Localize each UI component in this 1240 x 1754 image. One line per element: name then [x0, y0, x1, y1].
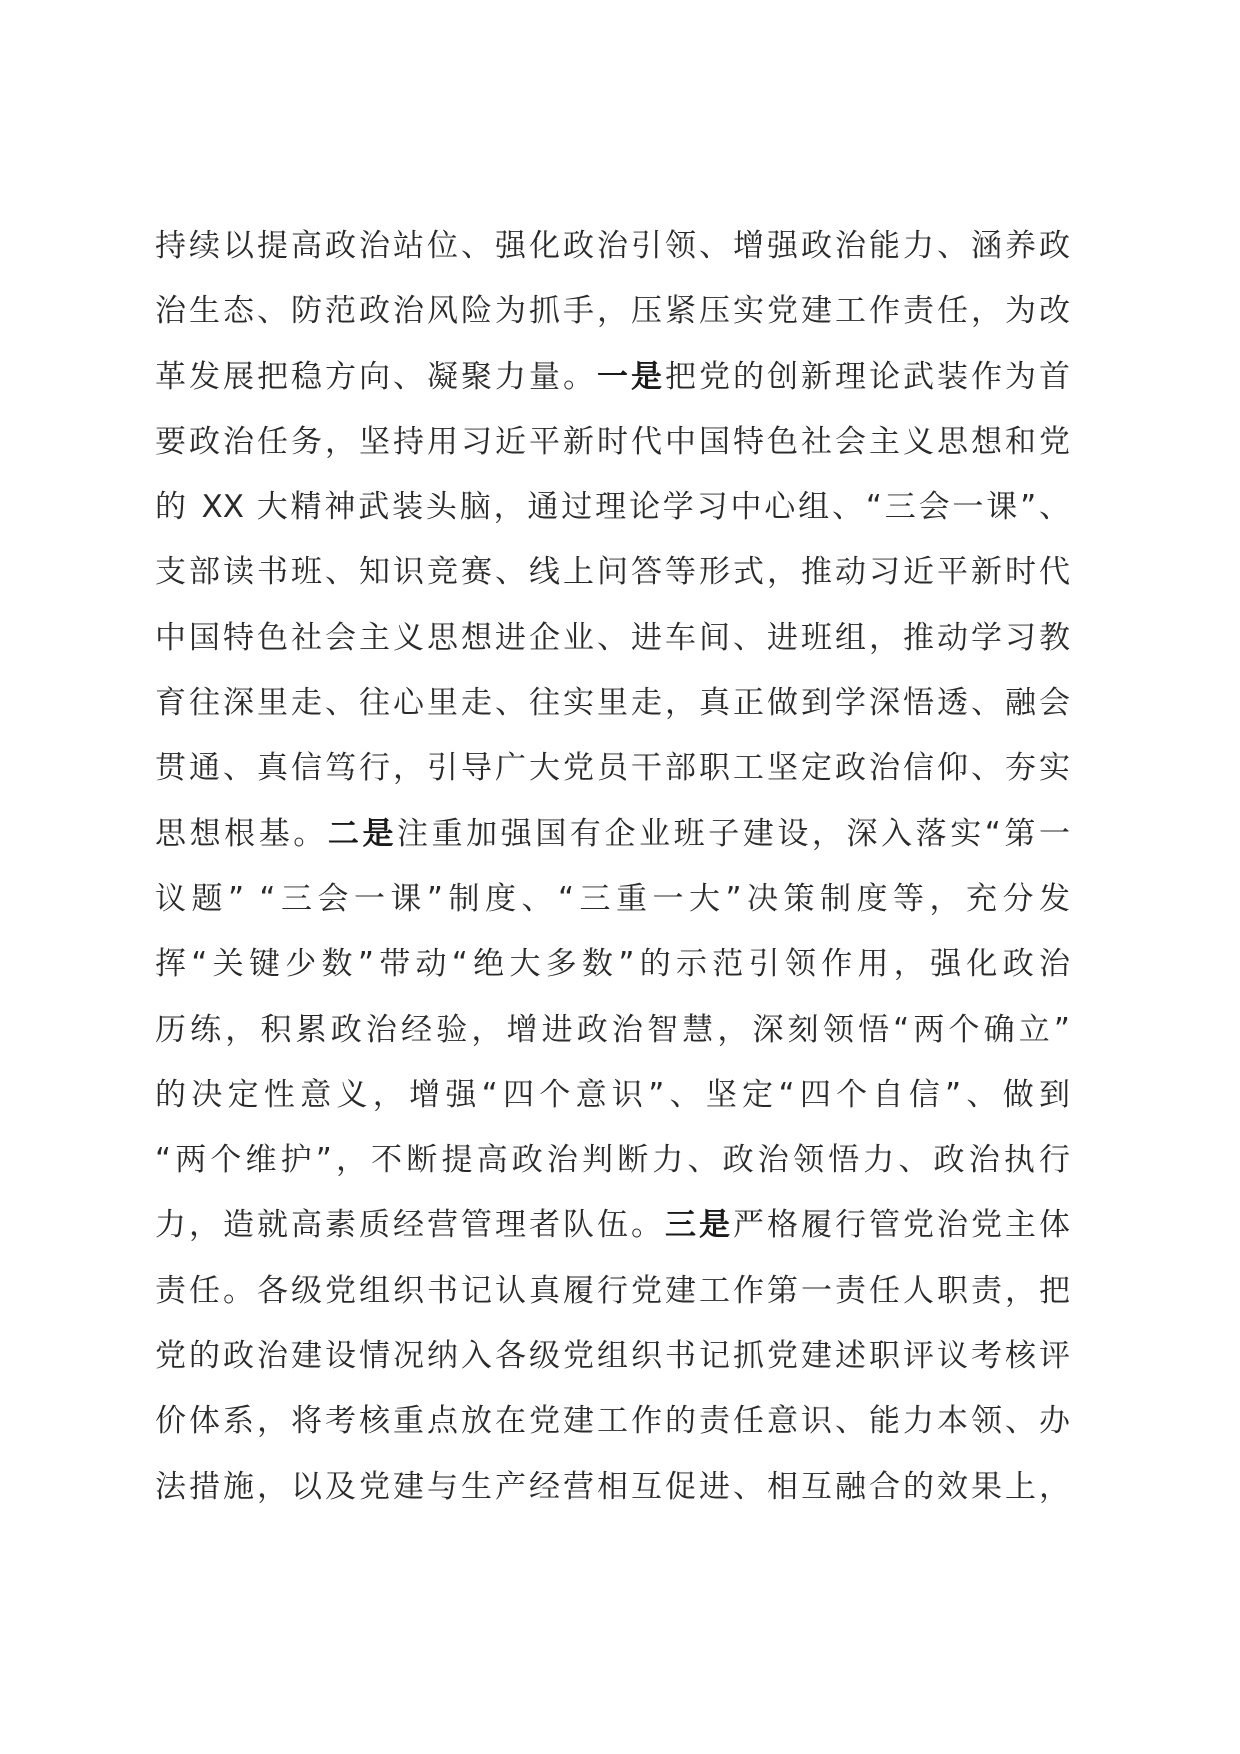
text-line	[155, 932, 1070, 997]
text-line	[155, 1259, 1070, 1324]
text-line	[155, 279, 1070, 344]
text-segment: 的 XX 大精神武装头脑，通过理论学习中心组、“三会一课”、	[155, 489, 1070, 526]
text-line	[155, 867, 1070, 932]
text-segment: 持续以提高政治站位、强化政治引领、增强政治能力、涵养政	[155, 228, 1070, 264]
text-segment: 责任。各级党组织书记认真履行党建工作第一责任人职责，把	[155, 1272, 1070, 1309]
text-segment: 历练，积累政治经验，增进政治智慧，深刻领悟“两个确立”	[155, 1011, 1070, 1048]
text-line	[155, 540, 1070, 605]
bold-lead-phrase: 一是	[597, 358, 665, 395]
text-segment: 议题” “三会一课”制度、“三重一大”决策制度等，充分发	[155, 880, 1070, 917]
text-segment: 把党的创新理论武装作为首	[665, 358, 1070, 395]
text-segment: 革发展把稳方向、凝聚力量。	[155, 358, 597, 395]
text-segment: 治生态、防范政治风险为抓手，压紧压实党建工作责任，为改	[155, 293, 1070, 330]
text-segment: 思想根基。	[155, 815, 328, 852]
text-segment: 党的政治建设情况纳入各级党组织书记抓党建述职评议考核评	[155, 1338, 1070, 1375]
body-paragraph	[155, 214, 1070, 1520]
text-segment: 贯通、真信笃行，引导广大党员干部职工坚定政治信仰、夯实	[155, 750, 1070, 787]
text-segment: 的决定性意义，增强“四个意识”、坚定“四个自信”、做到	[155, 1076, 1070, 1113]
text-line	[155, 475, 1070, 540]
bold-lead-phrase: 三是	[665, 1207, 733, 1244]
text-line	[155, 606, 1070, 671]
text-line	[155, 1128, 1070, 1193]
text-segment: 挥“关键少数”带动“绝大多数”的示范引领作用，强化政治	[155, 946, 1070, 983]
text-line	[155, 1063, 1070, 1128]
text-line	[155, 998, 1070, 1063]
text-segment: 价体系，将考核重点放在党建工作的责任意识、能力本领、办	[155, 1403, 1070, 1440]
text-line	[155, 345, 1070, 410]
text-line	[155, 1324, 1070, 1389]
text-line	[155, 1455, 1070, 1520]
text-line	[155, 1389, 1070, 1454]
text-line	[155, 214, 1070, 279]
text-segment: 严格履行管党治党主体	[733, 1207, 1070, 1244]
text-line	[155, 410, 1070, 475]
text-segment: 中国特色社会主义思想进企业、进车间、进班组，推动学习教	[155, 619, 1070, 656]
text-line	[155, 736, 1070, 801]
text-segment: 注重加强国有企业班子建设，深入落实“第一	[397, 815, 1071, 852]
text-segment: 要政治任务，坚持用习近平新时代中国特色社会主义思想和党	[155, 423, 1070, 460]
text-line	[155, 1193, 1070, 1258]
text-segment: “两个维护”，不断提高政治判断力、政治领悟力、政治执行	[155, 1142, 1070, 1179]
text-segment: 力，造就高素质经营管理者队伍。	[155, 1207, 665, 1244]
text-segment: 法措施，以及党建与生产经营相互促进、相互融合的效果上，	[155, 1468, 1070, 1505]
text-line	[155, 671, 1070, 736]
text-segment: 支部读书班、知识竞赛、线上问答等形式，推动习近平新时代	[155, 554, 1070, 591]
text-segment: 育往深里走、往心里走、往实里走，真正做到学深悟透、融会	[155, 685, 1070, 722]
text-line	[155, 802, 1070, 867]
bold-lead-phrase: 二是	[327, 815, 398, 852]
